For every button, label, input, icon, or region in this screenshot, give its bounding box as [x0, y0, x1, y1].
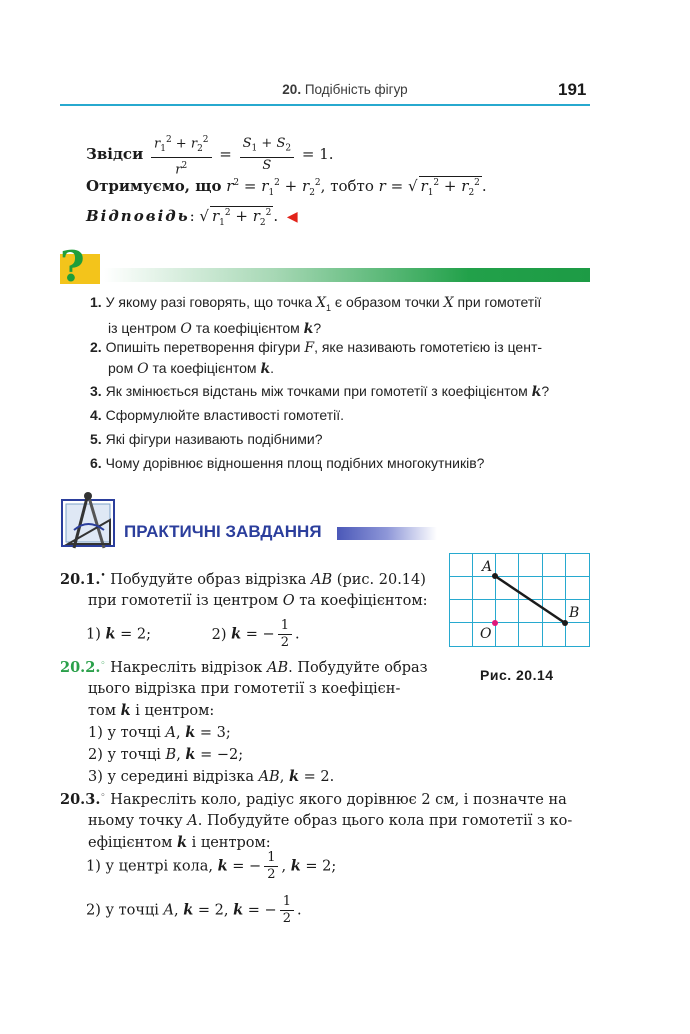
question-1-text-e: та коефіцієнтом: [195, 319, 300, 336]
fraction-half: $\frac{1}{2}$: [278, 618, 292, 651]
task-20-3: 20.3.◦ Накресліть коло, радіус якого дорівнює 2 см, і позначте на ньому точку A. Побудуйте образ цього кола при гомотетії з ко- ефіцієнтом k і центром:: [60, 790, 573, 851]
task-20-1-line2: при гомотетії із центром: [88, 592, 279, 609]
figure-caption: Рис. 20.14: [480, 667, 554, 683]
fraction-s: $\frac{S_1 + S_2}{S}$: [240, 136, 294, 174]
question-1: 1. У якому разі говорять, що точка $X_1$ є образом точки X при гомотетії із центром O та коефіцієнтом k?: [90, 294, 542, 337]
task-20-1-option-2: 2): [211, 626, 227, 643]
question-4-number: 4.: [90, 407, 102, 423]
task-20-2-option-2: 2) у точці: [88, 746, 161, 763]
task-20-1-line1: Побудуйте образ відрізка: [110, 571, 307, 588]
task-20-3-line2: ньому точку: [88, 812, 183, 829]
label-a: A: [482, 559, 493, 575]
task-20-3-option-1: 1) у центрі кола,: [86, 858, 214, 875]
question-6: [90, 453, 590, 473]
task-20-3-line2b: . Побудуйте образ цього кола при гомотетії з ко-: [197, 812, 573, 829]
running-header: [0, 82, 690, 97]
solution-line-2: Отримуємо, що $r^2 = r_1^2 + r_2^2$, тобто r = √ $r_1^2 + r_2^2$ .: [86, 177, 487, 198]
drawing-tools-icon: [60, 490, 116, 552]
task-20-3-line1: Накресліть коло, радіус якого дорівнює 2 см, і позначте на: [110, 791, 567, 808]
question-5: [90, 429, 590, 449]
question-6-text: Чому дорівнює відношення площ подібних многокутників?: [105, 455, 485, 471]
question-2-text-a: Опишіть перетворення фігури: [105, 339, 301, 355]
fraction-half-3: $\frac{1}{2}$: [280, 894, 294, 927]
section-title: Подібність фігур: [304, 82, 408, 97]
task-20-2-line1: Накресліть відрізок: [110, 659, 263, 676]
task-20-2-number: 20.2.: [60, 658, 101, 676]
question-1-number: 1.: [90, 294, 102, 310]
question-1-text-d: із центром: [108, 319, 177, 336]
label-o: O: [480, 626, 492, 642]
task-20-2-line1b: . Побудуйте образ: [288, 659, 428, 676]
task-20-1-option-1: 1): [86, 626, 101, 643]
question-1-text-b: є образом точки: [334, 294, 440, 310]
question-3: 3. Як змінюється відстань між точками при гомотетії з коефіцієнтом k?: [90, 383, 550, 400]
point-o: [492, 620, 498, 626]
point-a: [492, 573, 498, 579]
question-1-text-a: У якому разі говорять, що точка: [105, 294, 313, 310]
point-b: [562, 620, 568, 626]
practical-tasks-title: ПРАКТИЧНІ ЗАВДАННЯ: [124, 522, 322, 541]
task-20-3-option-2-row: 2) у точці A, k = 2, k = − $\frac{1}{2}$ .: [86, 894, 302, 926]
task-20-3-option-2: 2) у точці: [86, 902, 159, 919]
fraction-r: $\frac{r_1^2 + r_2^2}{r^2}$: [151, 132, 212, 178]
question-3-text: Як змінюється відстань між точками при гомотетії з коефіцієнтом: [105, 383, 528, 399]
question-2-text-c: ром: [108, 360, 134, 376]
question-3-number: 3.: [90, 383, 102, 399]
task-20-2-option-1: 1) у точці: [88, 724, 161, 741]
label-b: B: [569, 605, 580, 621]
page-number: 191: [558, 80, 587, 99]
task-20-1: 20.1.• Побудуйте образ відрізка AB (рис. 20.14) при гомотетії із центром O та коефіцієнтом:: [60, 570, 428, 609]
question-2-text-b: , яке називають гомотетією із цент-: [314, 339, 543, 355]
task-20-1-line1b: (рис. 20.14): [336, 571, 426, 588]
question-6-number: 6.: [90, 455, 102, 471]
question-1-text-c: при гомотетії: [457, 294, 542, 310]
task-20-3-line3: ефіцієнтом: [88, 834, 173, 851]
task-20-1-line2b: та коефіцієнтом:: [299, 592, 428, 609]
question-4-text: Сформулюйте властивості гомотетії.: [105, 407, 345, 423]
question-5-number: 5.: [90, 431, 102, 447]
practical-gradient-bar: [337, 527, 437, 540]
question-4: [90, 405, 590, 425]
end-triangle-icon: ◀: [286, 209, 298, 225]
task-20-2-line3: том: [88, 702, 117, 719]
fraction-half-2: $\frac{1}{2}$: [264, 850, 278, 883]
task-20-2-line2: цього відрізка при гомотетії з коефіцієн-: [88, 680, 401, 697]
question-2-number: 2.: [90, 339, 102, 355]
solution-line-2-prefix: Отримуємо, що: [86, 177, 222, 195]
question-2: 2. Опишіть перетворення фігури F, яке називають гомотетією із цент- ром O та коефіцієнтом k.: [90, 339, 543, 377]
solution-line-2-middle: , тобто: [320, 177, 374, 195]
solution-line-1-prefix: Звідси: [86, 145, 144, 164]
section-number: 20.: [282, 82, 302, 97]
solution-line-1: Звідси $\frac{r_1^2 + r_2^2}{r^2}$ = $\frac{S_1 + S_2}{S}$ = 1.: [86, 132, 334, 178]
figure-20-14: [449, 553, 590, 647]
task-20-1-number: 20.1.: [60, 570, 101, 588]
question-5-text: Які фігури називають подібними?: [105, 431, 323, 447]
header-rule: [60, 104, 590, 106]
task-20-3-number: 20.3.: [60, 790, 101, 808]
question-mark-icon: ?: [60, 242, 85, 291]
task-20-2-option-3: 3) у середині відрізка: [88, 768, 254, 785]
figure-grid: [450, 553, 590, 647]
task-20-3-option-1-row: 1) у центрі кола, k = − $\frac{1}{2}$ , k = 2;: [86, 850, 337, 882]
task-20-2: 20.2.◦ Накресліть відрізок AB. Побудуйте образ цього відрізка при гомотетії з коефіцієн- том k і центром: 1) у точці A, k = 3; 2) у точці B, k = −2; 3) у середині відрізка AB, k = 2.: [60, 658, 428, 785]
task-20-1-options: 1) k = 2; 2) k = − $\frac{1}{2}$ .: [86, 618, 300, 650]
task-20-3-line3b: і центром:: [191, 834, 271, 851]
question-gradient-bar: [104, 268, 590, 282]
answer-label: Відповідь: [86, 207, 190, 225]
question-2-text-d: та коефіцієнтом: [152, 360, 257, 376]
task-20-2-line3b: і центром:: [135, 702, 215, 719]
answer-line: Відповідь: √ $r_1^2 + r_2^2$ . ◀: [86, 207, 298, 228]
